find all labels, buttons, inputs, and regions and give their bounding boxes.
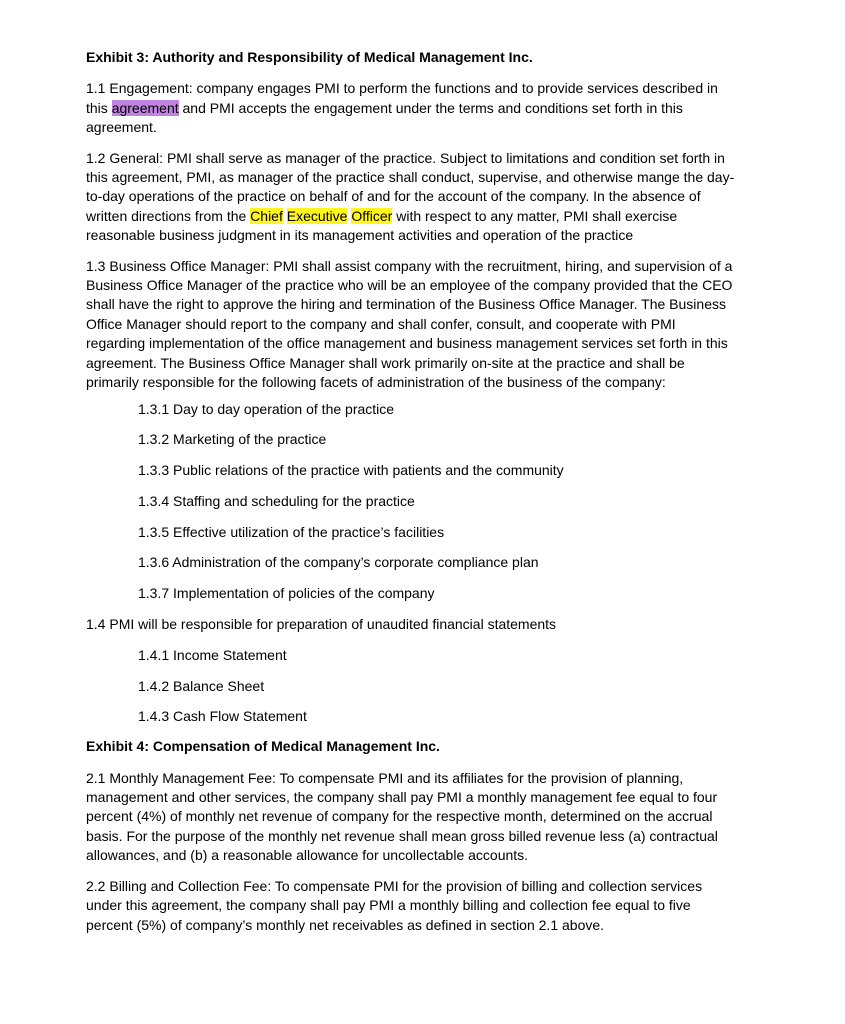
text-span: with respect to any matter, PMI shall exercise — [392, 207, 678, 224]
text-line: Business Office Manager of the practice who will be an employee of the company provided that the CEO — [86, 277, 733, 294]
text-line: basis. For the purpose of the monthly net revenue shall mean gross billed revenue less (a) contractual — [86, 827, 718, 844]
list-item: 1.3.5 Effective utilization of the practice’s facilities — [138, 523, 445, 540]
list-item: 1.4.1 Income Statement — [138, 646, 287, 663]
section-1-4-financial-statements: 1.4 PMI will be responsible for preparation of unaudited financial statements — [86, 616, 557, 633]
text-line: under this agreement, the company shall pay PMI a monthly billing and collection fee equal to five — [86, 897, 691, 914]
section-1-3-business-office-manager — [86, 257, 766, 393]
list-1-3-facets — [86, 399, 766, 615]
list-item: 1.3.6 Administration of the company’s corporate compliance plan — [138, 554, 539, 571]
list-item: 1.4.3 Cash Flow Statement — [138, 708, 307, 725]
section-1-2-general — [86, 149, 766, 246]
section-2-2-billing-collection-fee — [86, 877, 766, 935]
text-line — [86, 207, 766, 226]
section-2-1-monthly-management-fee — [86, 769, 766, 866]
list-item: 1.4.2 Balance Sheet — [138, 677, 265, 694]
text-line: regarding implementation of the office management and business management services set forth in this — [86, 335, 728, 352]
text-line: this agreement, PMI, as manager of the practice shall conduct, supervise, and otherwise mange the day- — [86, 169, 735, 186]
text-line: 2.2 Billing and Collection Fee: To compensate PMI for the provision of billing and collection services — [86, 877, 703, 894]
text-line — [86, 99, 766, 118]
text-line: 1.3 Business Office Manager: PMI shall assist company with the recruitment, hiring, and supervision of a — [86, 257, 733, 274]
exhibit-3-title: Exhibit 3: Authority and Responsibility of Medical Management Inc. — [86, 49, 533, 65]
text-line: 2.1 Monthly Management Fee: To compensate PMI and its affiliates for the provision of planning, — [86, 769, 684, 786]
list-item: 1.3.2 Marketing of the practice — [138, 431, 327, 448]
text-line: shall have the right to approve the hiring and termination of the Business Office Manager. The Business — [86, 296, 726, 313]
text-line: to-day operations of the practice on behalf of and for the account of the company. In the absence of — [86, 188, 701, 205]
document-body — [86, 48, 766, 946]
text-line: percent (5%) of company’s monthly net receivables as defined in section 2.1 above. — [86, 916, 605, 933]
text-span: written directions from the — [86, 207, 251, 224]
highlighted-term-officer: Officer — [351, 207, 393, 224]
text-line: 1.1 Engagement: company engages PMI to perform the functions and to provide services described in — [86, 80, 718, 97]
list-item: 1.3.4 Staffing and scheduling for the practice — [138, 492, 415, 509]
list-1-4-statements — [86, 645, 766, 737]
text-line: agreement. — [86, 119, 157, 136]
highlighted-term-chief: Chief — [250, 207, 283, 224]
text-line: reasonable business judgment in its management activities and operation of the practice — [86, 227, 634, 244]
text-line: percent (4%) of monthly net revenue of company for the respective month, determined on the accrual — [86, 808, 713, 825]
highlighted-term-agreement: agreement — [111, 99, 179, 116]
list-item: 1.3.3 Public relations of the practice with patients and the community — [138, 462, 564, 479]
list-item: 1.3.7 Implementation of policies of the company — [138, 585, 435, 602]
exhibit-4-title: Exhibit 4: Compensation of Medical Management Inc. — [86, 738, 440, 755]
text-line: allowances, and (b) a reasonable allowance for uncollectable accounts. — [86, 847, 529, 864]
section-1-1-engagement — [86, 79, 766, 137]
text-line: agreement. The Business Office Manager shall work primarily on-site at the practice and shall be — [86, 354, 685, 371]
list-item: 1.3.1 Day to day operation of the practice — [138, 400, 395, 417]
text-span: and PMI accepts the engagement under the terms and conditions set forth in this — [178, 99, 683, 116]
highlighted-term-executive: Executive — [286, 207, 348, 224]
text-line: primarily responsible for the following facets of administration of the business of the company: — [86, 374, 666, 391]
text-line: 1.2 General: PMI shall serve as manager of the practice. Subject to limitations and condition set forth in — [86, 149, 725, 166]
text-line: Office Manager should report to the company and shall confer, consult, and cooperate with PMI — [86, 315, 676, 332]
text-line: management and other services, the company shall pay PMI a monthly management fee equal to four — [86, 789, 718, 806]
text-span: this — [86, 99, 112, 116]
